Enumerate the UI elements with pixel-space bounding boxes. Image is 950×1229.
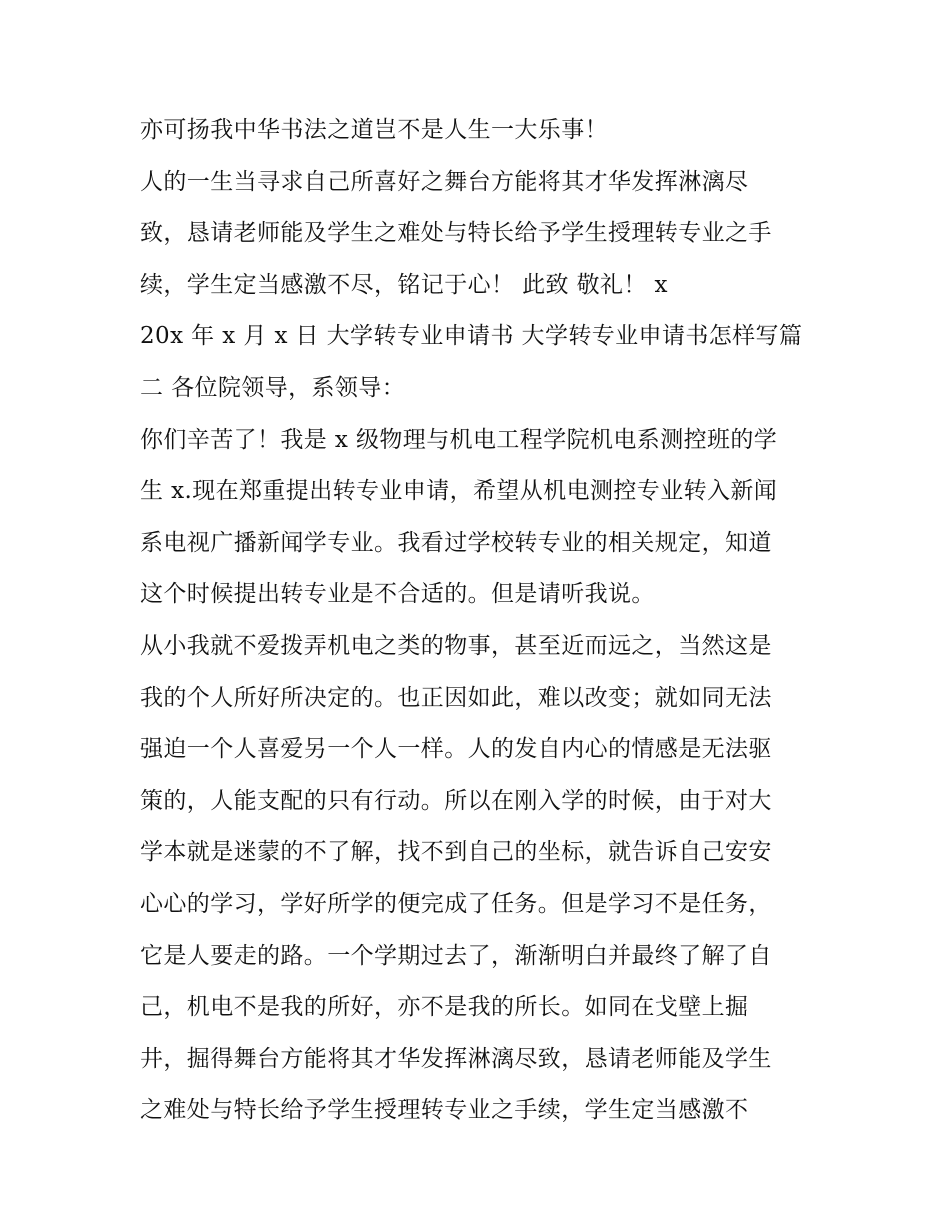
- text-line-10: 这个时候提出转专业是不合适的。但是请听我说。: [140, 581, 655, 608]
- text-line-4: 续，学生定当感激不尽，铭记于心！ 此致 敬礼！ x: [140, 271, 668, 298]
- text-line-2: 人的一生当寻求自己所喜好之舞台方能将其才华发挥淋漓尽: [140, 168, 749, 195]
- text-line-13: 强迫一个人喜爱另一个人一样。人的发自内心的情感是无法驱: [140, 736, 772, 763]
- text-line-5: 20x 年 x 月 x 日 大学转专业申请书 大学转专业申请书怎样写篇: [140, 323, 803, 350]
- text-line-6: 二 各位院领导，系领导：: [140, 374, 406, 401]
- text-line-16: 心心的学习，学好所学的便完成了任务。但是学习不是任务，: [140, 890, 772, 917]
- text-line-1: 亦可扬我中华书法之道岂不是人生一大乐事！: [140, 117, 608, 143]
- text-line-8: 生 x.现在郑重提出转专业申请，希望从机电测控专业转入新闻: [140, 478, 778, 505]
- text-line-14: 策的，人能支配的只有行动。所以在刚入学的时候，由于对大: [140, 787, 772, 814]
- text-line-3: 致，恳请老师能及学生之难处与特长给予学生授理转专业之手: [140, 220, 772, 247]
- text-line-11: 从小我就不爱拨弄机电之类的物事，甚至近而远之，当然这是: [140, 632, 772, 659]
- text-line-7: 你们辛苦了！我是 x 级物理与机电工程学院机电系测控班的学: [140, 426, 778, 453]
- text-line-17: 它是人要走的路。一个学期过去了，渐渐明白并最终了解了自: [140, 942, 772, 969]
- text-line-12: 我的个人所好所决定的。也正因如此，难以改变；就如同无法: [140, 684, 772, 711]
- text-line-19: 井，掘得舞台方能将其才华发挥淋漓尽致，恳请老师能及学生: [140, 1045, 772, 1072]
- text-line-15: 学本就是迷蒙的不了解，找不到自己的坐标，就告诉自己安安: [140, 839, 772, 866]
- text-line-18: 己，机电不是我的所好，亦不是我的所长。如同在戈壁上掘: [140, 994, 749, 1021]
- text-line-20: 之难处与特长给予学生授理转专业之手续，学生定当感激不: [140, 1097, 749, 1124]
- document-body: [140, 108, 820, 1140]
- text-line-9: 系电视广播新闻学专业。我看过学校转专业的相关规定，知道: [140, 529, 772, 556]
